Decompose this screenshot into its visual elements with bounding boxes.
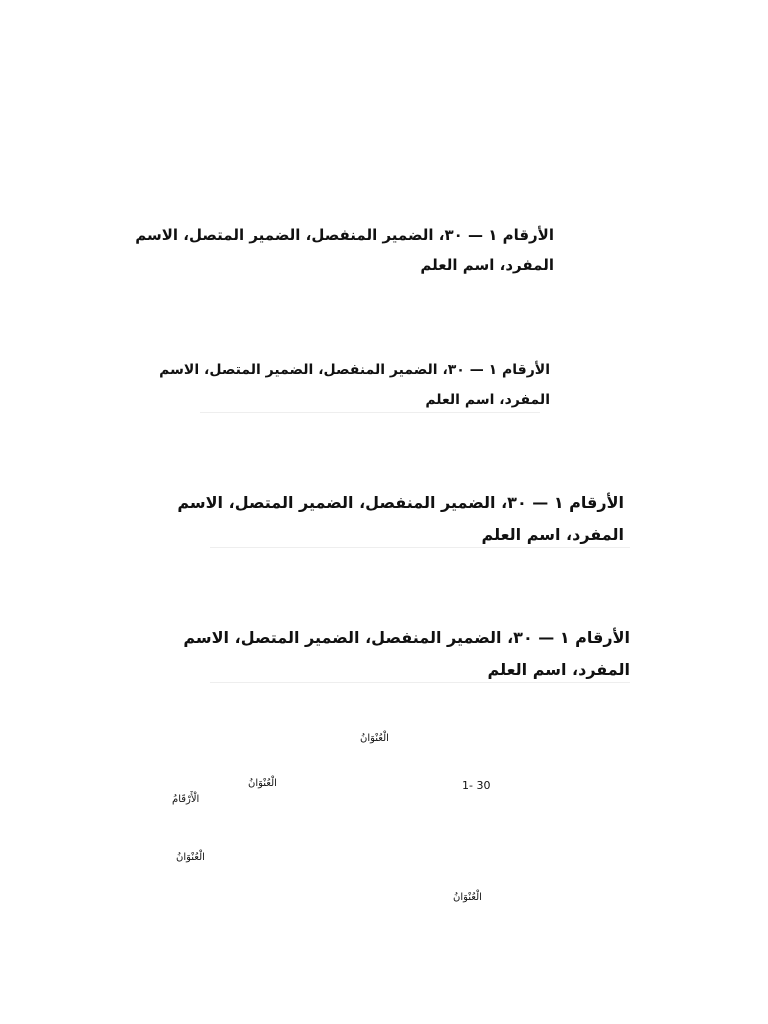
paragraph-2 (159, 355, 550, 415)
title-label-1: الْعُنْوَانُ (360, 733, 389, 744)
faint-rule (210, 547, 630, 548)
range-label: 1- 30 (462, 779, 491, 792)
paragraph-1-line-2: المفرد، اسم العلم (420, 256, 554, 274)
paragraph-3-line-1: الأرقام ١ — ٣٠، الضمير المنفصل، الضمير المتصل، الاسم (177, 493, 624, 512)
paragraph-2-line-1: الأرقام ١ — ٣٠، الضمير المنفصل، الضمير المتصل، الاسم (159, 362, 550, 378)
title-label-2: الْعُنْوَانُ (248, 778, 277, 789)
title-label-3: الْعُنْوَانُ (176, 852, 205, 863)
paragraph-2-line-2: المفرد، اسم العلم (425, 392, 550, 408)
paragraph-3-line-2: المفرد، اسم العلم (481, 525, 624, 544)
numbers-label: الْأَرْقَامُ (172, 794, 200, 805)
faint-rule (200, 412, 540, 413)
paragraph-4-line-1: الأرقام ١ — ٣٠، الضمير المنفصل، الضمير المتصل، الاسم (183, 628, 630, 647)
paragraph-1 (135, 220, 554, 280)
paragraph-3 (177, 487, 624, 551)
title-label-4: الْعُنْوَانُ (453, 892, 482, 903)
paragraph-4 (183, 622, 630, 686)
paragraph-1-line-1: الأرقام ١ — ٣٠، الضمير المنفصل، الضمير المتصل، الاسم (135, 226, 554, 244)
paragraph-4-line-2: المفرد، اسم العلم (487, 660, 630, 679)
faint-rule (210, 682, 630, 683)
